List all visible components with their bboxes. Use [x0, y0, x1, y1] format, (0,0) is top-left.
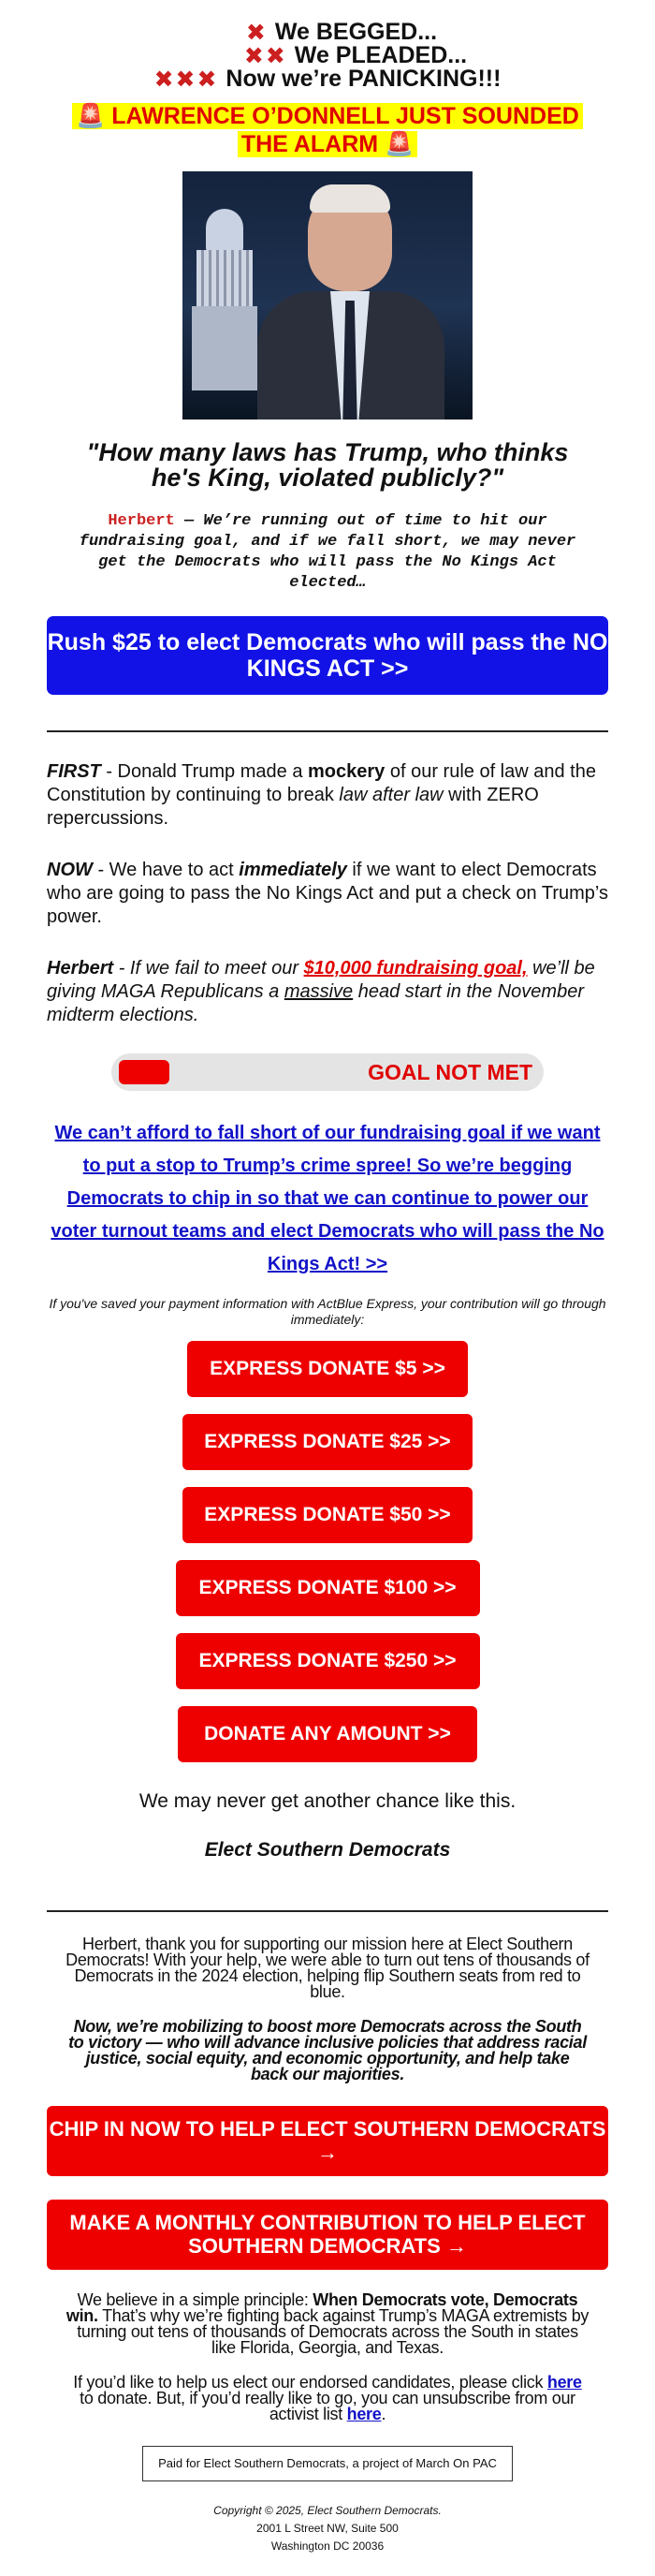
red-x-icon: ✖	[245, 19, 268, 46]
red-x-icon: ✖✖	[243, 42, 287, 69]
headline-line-3	[47, 67, 608, 91]
principle-text: We believe in a simple principle:	[77, 2290, 313, 2309]
now-paragraph	[47, 859, 608, 929]
headline-line-2	[103, 44, 608, 67]
first-text: of our rule of law and the Constitution by continuing to break	[47, 761, 596, 805]
principle-bold: When Democrats vote, Democrats win.	[66, 2290, 578, 2325]
first-text: with ZERO repercussions.	[47, 785, 539, 829]
now-text: - We have to act	[92, 860, 240, 880]
herbert-lead: Herbert	[47, 958, 114, 979]
optout-text: to donate. But, if you’d really like to go, you can unsubscribe from our activist list	[80, 2389, 575, 2423]
alarm-text: 🚨 LAWRENCE O’DONNELL JUST SOUNDED THE ALARM 🚨	[72, 103, 583, 157]
principle-paragraph	[66, 2292, 590, 2356]
express-note: If you've saved your payment information with ActBlue Express, your contribution will go through immediately:	[49, 1296, 606, 1327]
monthly-contribution-button[interactable]: MAKE A MONTHLY CONTRIBUTION TO HELP ELECT SOUTHERN DEMOCRATS →	[47, 2200, 608, 2270]
donate-button-list	[47, 1341, 608, 1762]
first-bold: mockery	[308, 761, 386, 782]
express-donate-50-button[interactable]: EXPRESS DONATE $50 >>	[182, 1487, 473, 1543]
mobilizing-paragraph: Now, we’re mobilizing to boost more Democrats across the South to victory — who will advance inclusive policies that address racial justice, social equity, and economic opportunity, and help take back our majorities.	[68, 2017, 587, 2083]
goal-status-label: GOAL NOT MET	[368, 1060, 532, 1084]
email-body	[47, 0, 608, 2576]
copyright-text: Copyright © 2025, Elect Southern Democrats.	[213, 2504, 442, 2517]
red-x-icon: ✖✖✖	[153, 66, 219, 93]
divider	[47, 730, 608, 732]
teaser-text	[75, 511, 580, 594]
footer-divider	[47, 1910, 608, 1912]
herbert-text: head start in the November midterm elections.	[47, 981, 584, 1025]
herbert-underline: massive	[284, 981, 354, 1002]
headline-text-1: We BEGGED...	[274, 19, 438, 45]
herbert-text: - If we fail to meet our	[113, 958, 304, 979]
donate-here-link[interactable]: here	[546, 2373, 582, 2392]
first-text: - Donald Trump made a	[100, 761, 308, 782]
optout-text: .	[381, 2405, 386, 2423]
main-cta-button[interactable]: Rush $25 to elect Democrats who will pass the NO KINGS ACT >>	[47, 616, 608, 695]
optout-paragraph	[66, 2375, 590, 2422]
paid-for-disclaimer: Paid for Elect Southern Democrats, a project of March On PAC	[142, 2446, 513, 2481]
copyright-block	[47, 2502, 608, 2555]
recipient-name: Herbert	[108, 512, 175, 530]
express-donate-25-button[interactable]: EXPRESS DONATE $25 >>	[182, 1414, 473, 1470]
address-line-1: 2001 L Street NW, Suite 500	[256, 2522, 399, 2535]
anchor-figure	[248, 181, 454, 420]
headline-text-2: We PLEADED...	[294, 42, 468, 68]
signature: Elect Southern Democrats	[204, 1839, 451, 1861]
first-lead: FIRST	[47, 761, 101, 782]
optout-text: If you’d like to help us elect our endorsed candidates, please click	[73, 2373, 547, 2392]
pull-quote: "How many laws has Trump, who thinks he's King, violated publicly?"	[86, 438, 569, 492]
address-line-2: Washington DC 20036	[270, 2539, 385, 2553]
express-donate-100-button[interactable]: EXPRESS DONATE $100 >>	[176, 1560, 480, 1616]
unsubscribe-here-link[interactable]: here	[346, 2405, 382, 2423]
now-lead: NOW	[47, 860, 93, 880]
headline-line-1	[75, 21, 608, 44]
chip-in-button[interactable]: CHIP IN NOW TO HELP ELECT SOUTHERN DEMOCRATS →	[47, 2106, 608, 2176]
express-donate-5-button[interactable]: EXPRESS DONATE $5 >>	[187, 1341, 468, 1397]
herbert-paragraph	[47, 957, 608, 1027]
teaser-body: — We’re running out of time to hit our fundraising goal, and if we fall short, we may never get the Democrats who will pass the No Kings Act elected…	[79, 512, 576, 592]
goal-progress-bar	[111, 1053, 544, 1091]
now-text: if we want to elect Democrats who are going to pass the No Kings Act and put a check on Trump’s power.	[47, 860, 608, 927]
express-donate-250-button[interactable]: EXPRESS DONATE $250 >>	[176, 1633, 480, 1689]
herbert-text: we’ll be giving MAGA Republicans a	[47, 958, 595, 1002]
thanks-paragraph: Herbert, thank you for supporting our mission here at Elect Southern Democrats! With your help, we were able to turn out tens of thousands of Democrats in the 2024 election, helping flip Southern seats from red to blue.	[66, 1935, 590, 2001]
first-italic: law after law	[339, 785, 444, 805]
principle-text: That’s why we’re fighting back against Trump’s MAGA extremists by turning out tens of thousands of Democrats across the South in states like Florida, Georgia, and Texas.	[77, 2306, 590, 2357]
goal-progress-fill	[119, 1060, 169, 1084]
tagline: We may never get another chance like this.	[138, 1790, 517, 1812]
now-bold: immediately	[239, 860, 347, 880]
appeal-link[interactable]: We can’t afford to fall short of our fundraising goal if we want to put a stop to Trump’s crime spree! So we’re begging Democrats to chip in so that we can continue to power our voter turnout teams and elect Democrats who will pass the No Kings Act! >>	[51, 1123, 604, 1274]
headline-text-3: Now we’re PANICKING!!!	[226, 66, 502, 92]
fundraising-goal-link[interactable]: $10,000 fundraising goal,	[303, 958, 528, 979]
alarm-headline	[66, 102, 590, 158]
first-paragraph	[47, 760, 608, 831]
donate-any-amount-button[interactable]: DONATE ANY AMOUNT >>	[178, 1706, 477, 1762]
hero-photo[interactable]	[182, 171, 473, 420]
